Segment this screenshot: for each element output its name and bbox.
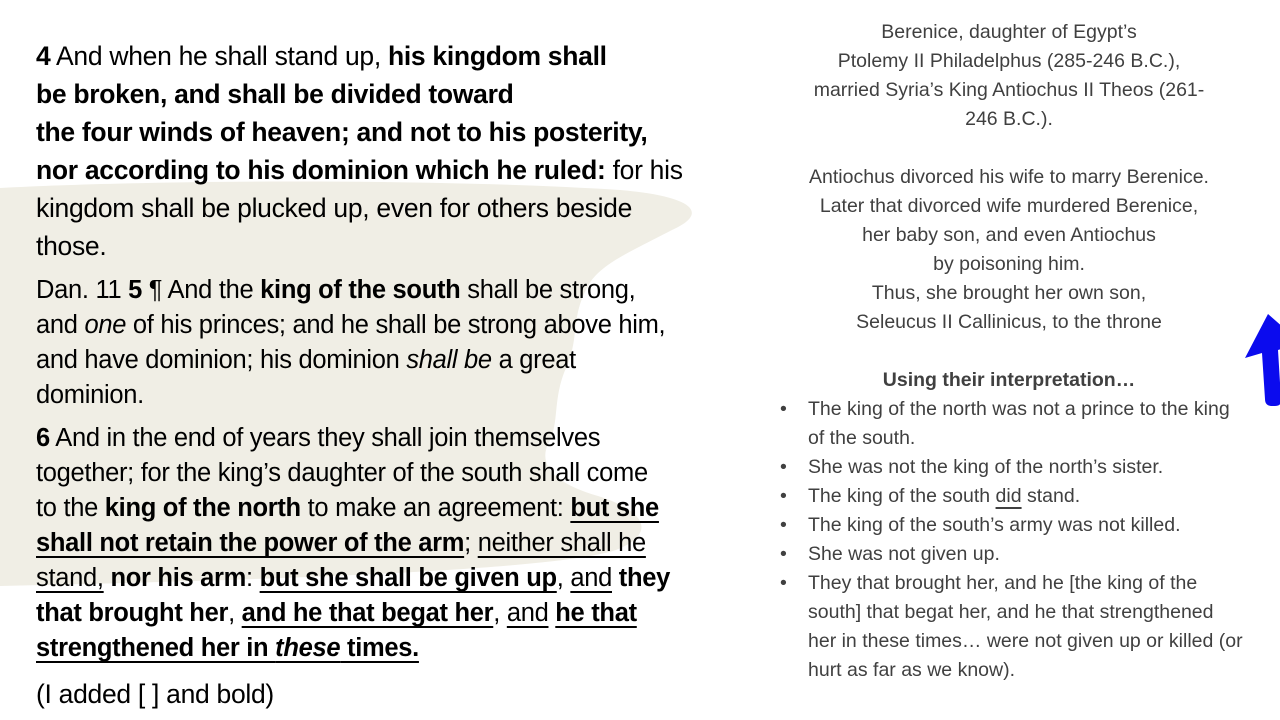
text-segment: be broken, and shall be divided toward [36, 79, 514, 109]
bullet-marker: • [780, 572, 787, 594]
text-segment: but she shall be given up [259, 564, 557, 592]
bullet-text [808, 569, 1245, 685]
bullet-marker: • [780, 543, 787, 565]
text-segment: and [506, 599, 549, 627]
up-arrow-icon [1245, 312, 1280, 408]
list-item [780, 569, 1260, 685]
interpretation-heading: Using their interpretation… [882, 369, 1136, 391]
bullet-marker: • [780, 398, 787, 420]
up-arrow-shape [1245, 314, 1280, 406]
text-segment: and he that begat her [241, 599, 494, 627]
bullet-text [808, 482, 1245, 511]
text-segment: And in the end of years they shall join themselves [49, 424, 601, 452]
notes-column [758, 18, 1260, 685]
text-segment: stand, [36, 564, 104, 592]
text-segment: to make an agreement: [300, 494, 571, 522]
list-item [780, 453, 1260, 482]
text-segment: the four winds of heaven; and not to his posterity, [36, 117, 648, 147]
text-segment: stand. [1021, 485, 1081, 507]
bullet-text [808, 511, 1245, 540]
text-segment: that brought her [36, 599, 229, 627]
text-segment: did [995, 485, 1022, 507]
text-segment: ; [464, 529, 478, 557]
text-segment: nor his arm [110, 564, 247, 592]
text-segment: one [84, 311, 127, 339]
text-segment: king of the north [104, 494, 301, 522]
text-segment: but she [570, 494, 659, 522]
text-segment: of his princes; and he shall be strong above him, [126, 311, 666, 339]
text-segment: a great [491, 346, 576, 374]
list-item [780, 482, 1260, 511]
paragraph [36, 421, 751, 666]
text-segment: : [246, 564, 260, 592]
text-segment: and have dominion; his dominion [36, 346, 407, 374]
text-segment: times. [340, 634, 419, 662]
text-segment: together; for the king’s daughter of the south shall come [36, 459, 648, 487]
note-antiochus-history: Antiochus divorced his wife to marry Berenice. Later that divorced wife murdered Berenice, her baby son, and even Antiochus by poisoning him. Thus, she brought her own son, Seleucus II Callinicus, to the throne [809, 166, 1209, 333]
bullet-text [808, 453, 1245, 482]
text-segment: ¶ And the [142, 276, 261, 304]
text-segment: She was not given up. [808, 543, 1000, 565]
text-segment: and [36, 311, 85, 339]
text-segment: , [493, 599, 507, 627]
text-segment: , [228, 599, 242, 627]
bullet-text [808, 395, 1245, 453]
text-segment: nor according to his dominion which he ruled: [36, 155, 606, 185]
text-segment: And when he shall stand up, [50, 41, 388, 71]
text-segment: , [556, 564, 571, 592]
text-segment: shall be [406, 346, 492, 374]
paragraph [36, 37, 751, 265]
list-item [780, 511, 1260, 540]
list-item [780, 540, 1260, 569]
text-segment: shall be strong, [460, 276, 636, 304]
bullet-marker: • [780, 485, 787, 507]
note-berenice-marriage: Berenice, daughter of Egypt’s Ptolemy II Philadelphus (285-246 B.C.), married Syria’s King Antiochus II Theos (261- 246 B.C.). [813, 21, 1205, 130]
text-segment: they [618, 564, 671, 592]
text-segment: he that [555, 599, 637, 627]
text-segment: 6 [36, 424, 50, 452]
paragraph [36, 273, 751, 413]
text-segment: 5 [128, 276, 142, 304]
text-segment: neither shall he [477, 529, 646, 557]
scripture-text-column [36, 37, 751, 712]
text-segment: these [275, 634, 341, 662]
text-segment: king of the south [260, 276, 461, 304]
text-segment: and [570, 564, 612, 592]
text-segment: his kingdom shall [387, 41, 607, 71]
text-segment: She was not the king of the north’s sister. [808, 456, 1164, 478]
text-segment: dominion. [36, 381, 144, 409]
bullet-text [808, 540, 1245, 569]
paragraph [36, 676, 751, 712]
text-segment: strengthened her in [36, 634, 276, 662]
bullet-marker: • [780, 514, 787, 536]
text-segment: kingdom shall be plucked up, even for others beside [36, 193, 633, 223]
text-segment: The king of the south’s army was not killed. [808, 514, 1181, 536]
text-segment [612, 564, 619, 592]
text-segment: shall not retain the power of the arm [36, 529, 465, 557]
text-segment: 4 [36, 41, 51, 71]
text-segment: to the [36, 494, 105, 522]
text-segment: for his [605, 155, 683, 185]
text-segment: The king of the north was not a prince to the king of the south. [808, 398, 1230, 449]
bullet-marker: • [780, 456, 787, 478]
text-segment: They that brought her, and he [the king of the south] that begat her, and he that strengthened her in these times… were not given up or killed (or hurt as far as we know). [808, 572, 1243, 681]
list-item [780, 395, 1260, 453]
text-segment: Dan. 11 [36, 276, 129, 304]
text-segment: those. [36, 231, 107, 261]
interpretation-list [758, 395, 1260, 685]
text-segment: (I added [ ] and bold) [36, 679, 274, 709]
text-segment: The king of the south [808, 485, 996, 507]
